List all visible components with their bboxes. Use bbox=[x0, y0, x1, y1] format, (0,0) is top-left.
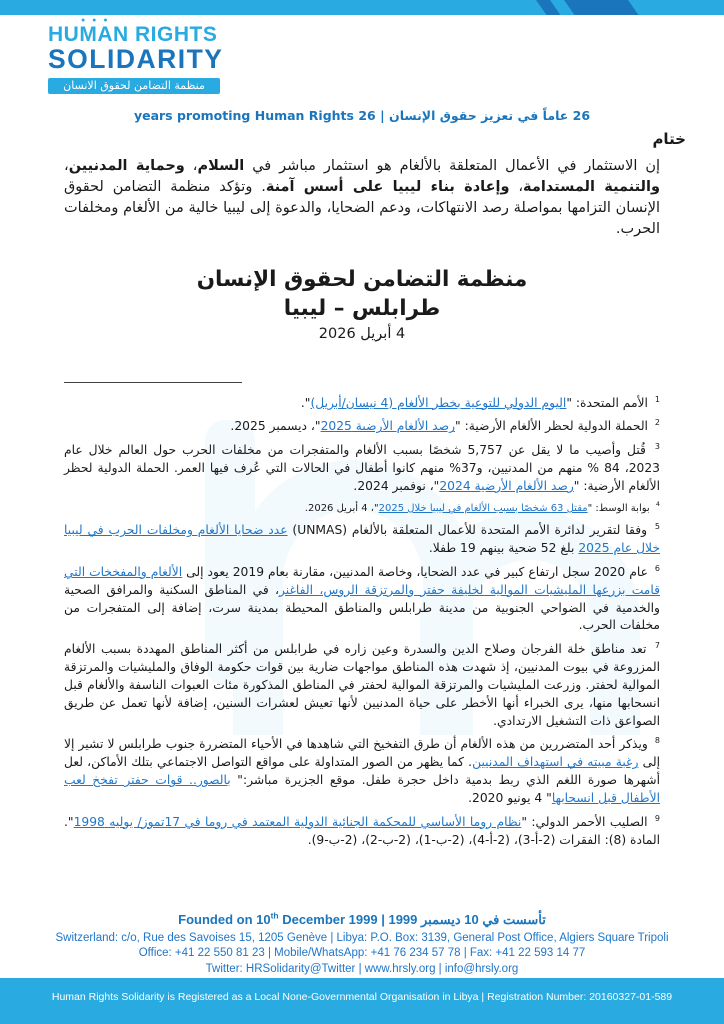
logo-line1-text: HUMAN RIGHTS bbox=[48, 23, 218, 46]
text-segment: بلغ 52 ضحية بينهم 19 طفلا. bbox=[428, 541, 579, 556]
people-icon bbox=[81, 17, 110, 24]
text-segment: ، bbox=[64, 158, 69, 174]
footnote-1 bbox=[64, 395, 660, 413]
hyperlink[interactable]: رصد الألغام الأرضية 2025 bbox=[320, 419, 456, 434]
address-line-3: Twitter: HRSolidarity@Twitter | www.hrsly.org | info@hrsly.org bbox=[205, 962, 519, 975]
footnote-number: 3 bbox=[654, 442, 660, 452]
footnote-3 bbox=[64, 442, 660, 495]
footnote-2 bbox=[64, 418, 660, 436]
banner-parallelogram-icon bbox=[564, 0, 639, 15]
text-segment: الصليب الأحمر الدولي: " bbox=[521, 814, 648, 829]
tagline: 26 عاماً في تعزيز حقوق الإنسان | 26 years promoting Human Rights bbox=[133, 108, 591, 123]
closing-paragraph bbox=[64, 156, 660, 241]
text-segment: Founded on 10 bbox=[178, 912, 271, 927]
section-heading: ختام bbox=[652, 130, 686, 148]
text-segment: بوابة الوسط: " bbox=[587, 502, 650, 514]
text-segment: تعد مناطق خلة الفرجان وصلاح الدين والسدرة وعين زاره في طرابلس من أكثر المناطق المهددة بسبب الألغام المزروعة في بيوت المدنيين، إذ شهدت هذه المناطق مواجهات ضارية بين قوات حكومة الوفاق والمليشيات والمرتزقة الموالية لحفتر. وزرعت المليشيات والمرتزقة الموالية لحفتر في المناطق المذكورة مئات العبوات الناسفة والألغام قبل انسحابها منها، يرى الخبراء أنها الأخطر على حياة المدنيين لأنها تعيش لعشرات السنين، إضافة لأنها تعمل عن طريق الصواعق ذات التشغيل الارتدادي. bbox=[64, 642, 660, 728]
logo-line1 bbox=[48, 24, 223, 46]
text-segment: ويذكر أحد المتضررين من هذه الألغام أن طرق التفخيخ التي شاهدها في الأحياء المتضررة جنوب طرابلس لا تشير إلا إلى bbox=[64, 737, 660, 770]
document-date: 4 أبريل 2026 bbox=[318, 325, 406, 342]
address-line-2: Office: +41 22 550 81 23 | Mobile/WhatsApp: +41 76 234 57 78 | Fax: +41 22 593 14 77 bbox=[138, 947, 586, 960]
founded-line bbox=[0, 912, 724, 928]
text-segment: الأمم المتحدة: " bbox=[566, 395, 648, 410]
text-segment: " 4 يونيو 2020. bbox=[468, 790, 552, 805]
footnote-separator bbox=[64, 382, 242, 383]
banner-slash-icon bbox=[536, 0, 561, 15]
hyperlink[interactable]: نظام روما الأساسي للمحكمة الجنائية الدولية المعتمد في روما في 17تموز/ يوليه 1998 bbox=[73, 814, 522, 829]
footnote-number: 4 bbox=[655, 500, 660, 509]
footnote-5 bbox=[64, 522, 660, 558]
registration-bar bbox=[0, 978, 724, 1024]
address-line-1: Switzerland: c/o, Rue des Savoises 15, 1205 Genève | Libya: P.O. Box: 3139, General Post Office, Algiers Square Tripoli bbox=[55, 932, 669, 944]
text-segment: السلام bbox=[197, 158, 245, 174]
hyperlink[interactable]: اليوم الدولي للتوعية بخطر الألغام (4 نيسان/أبريل) bbox=[310, 395, 567, 410]
hyperlink[interactable]: رغبة مبيته في استهداف المدنيين bbox=[472, 755, 639, 770]
footnote-number: 2 bbox=[654, 418, 660, 428]
footnote-number: 9 bbox=[654, 813, 660, 823]
text-segment: إن الاستثمار في الأعمال المتعلقة بالألغام هو استثمار مباشر في bbox=[244, 158, 660, 174]
org-location: طرابلس – ليبيا bbox=[283, 295, 441, 321]
footnote-4 bbox=[64, 502, 660, 517]
footnote-number: 8 bbox=[654, 736, 661, 746]
text-segment: ، في المناطق السكنية والمرافق الصحية والخدمية في الضواحي الجنوبية من مدينة طرابلس والمناطق المحيطة بمدينة سرت، إضافة إلى المتفجرات من مخلفات الحرب. bbox=[64, 582, 660, 633]
org-logo bbox=[48, 24, 223, 94]
footnote-7 bbox=[64, 641, 660, 730]
footnote-number: 1 bbox=[654, 394, 660, 404]
text-segment: . كما يظهر من الصور المتداولة على مواقع التواصل الاجتماعي بتلك الأماكن، لعل أشهرها صورة اللغم الذي ربط بدمية داخل حجرة طفل. موقع الجزيرة مباشر:" bbox=[64, 755, 661, 788]
hyperlink[interactable]: بالصور.. قوات حفتر تفخخ لعب الأطفال قبل انسحابها bbox=[64, 773, 660, 805]
logo-line2: SOLIDARITY bbox=[48, 44, 224, 75]
footnote-6 bbox=[64, 564, 660, 635]
footnote-8 bbox=[64, 736, 660, 807]
text-segment: والتنمية المستدامة bbox=[523, 179, 660, 196]
registration-text: Human Rights Solidarity is Registered as a Local None-Governmental Organisation in Libya | Registration Number: 20160327-01-589 bbox=[51, 991, 673, 1003]
hyperlink[interactable]: عدد ضحايا الألغام ومخلفات الحرب في ليبيا خلال عام 2025 bbox=[64, 523, 660, 556]
text-segment: عام 2020 سجل ارتفاع كبير في عدد الضحايا، وخاصة المدنيين، مقارنة بعام 2019 يعود إلى bbox=[182, 564, 648, 579]
org-name-arabic: منظمة التضامن لحقوق الإنسان bbox=[196, 266, 528, 292]
hyperlink[interactable]: الألغام والمفخخات التي قامت بزرعها المليشيات الموالية لخليفة حفتر والمرتزقة الروس، الفاغنر bbox=[64, 564, 660, 597]
text-segment: قُتل وأصيب ما لا يقل عن 5,757 شخصًا بسبب الألغام والمتفجرات من مخلفات الحرب حول العالم خلال عام 2023، 84 % منهم من المدنيين، و37% منهم كانوا أطفال في الحالات التي عُرف فيها العمر. الحملة الدولية لحظر الألغام الأرضية: " bbox=[64, 443, 660, 493]
text-segment: ". المادة (8): الفقرات (2-أ-3)، (2-أ-4)، (2-ب-1)، (2-ب-2)، (2-ب-9). bbox=[64, 814, 660, 847]
footnote-9 bbox=[64, 814, 660, 850]
text-segment: وإعادة بناء ليبيا على أسس آمنة bbox=[265, 179, 510, 196]
text-segment: "، 4 أبريل 2026. bbox=[304, 502, 379, 514]
text-segment: "، ديسمبر 2025. bbox=[230, 419, 321, 434]
text-segment: ، bbox=[509, 179, 524, 196]
text-segment: ، bbox=[184, 158, 198, 174]
page-footer bbox=[0, 912, 724, 977]
signature-block bbox=[64, 265, 660, 342]
text-segment: "، نوفمبر 2024. bbox=[353, 478, 440, 493]
footnote-number: 6 bbox=[654, 563, 661, 573]
top-banner-bar bbox=[0, 0, 724, 15]
footnote-number: 7 bbox=[654, 641, 660, 651]
text-segment: ". bbox=[300, 395, 311, 410]
superscript: th bbox=[270, 910, 279, 921]
text-segment: الحملة الدولية لحظر الألغام الأرضية: " bbox=[455, 419, 648, 434]
text-segment: . وتؤكد منظمة التضامن لحقوق الإنسان التزامها بمواصلة رصد الانتهاكات، ودعم الضحايا، والدعوة إلى ليبيا خالية من الألغام ومخلفات الحرب. bbox=[64, 179, 660, 238]
hyperlink[interactable]: مقتل 63 شخصًا بسبب الألغام في ليبيا خلال 2025 bbox=[378, 502, 588, 514]
logo-arabic-box: منظمة التضامن لحقوق الانسان bbox=[48, 78, 220, 95]
footnote-number: 5 bbox=[654, 522, 660, 532]
footnotes bbox=[64, 395, 660, 850]
text-segment: وفقا لتقرير لدائرة الأمم المتحدة للأعمال المتعلقة بالألغام (UNMAS) bbox=[287, 523, 648, 538]
text-segment: December 1999 | تأسست في 10 ديسمبر 1999 bbox=[278, 912, 546, 927]
text-segment: وحماية المدنيين bbox=[68, 158, 185, 174]
hyperlink[interactable]: رصد الألغام الأرضية 2024 bbox=[439, 478, 574, 493]
